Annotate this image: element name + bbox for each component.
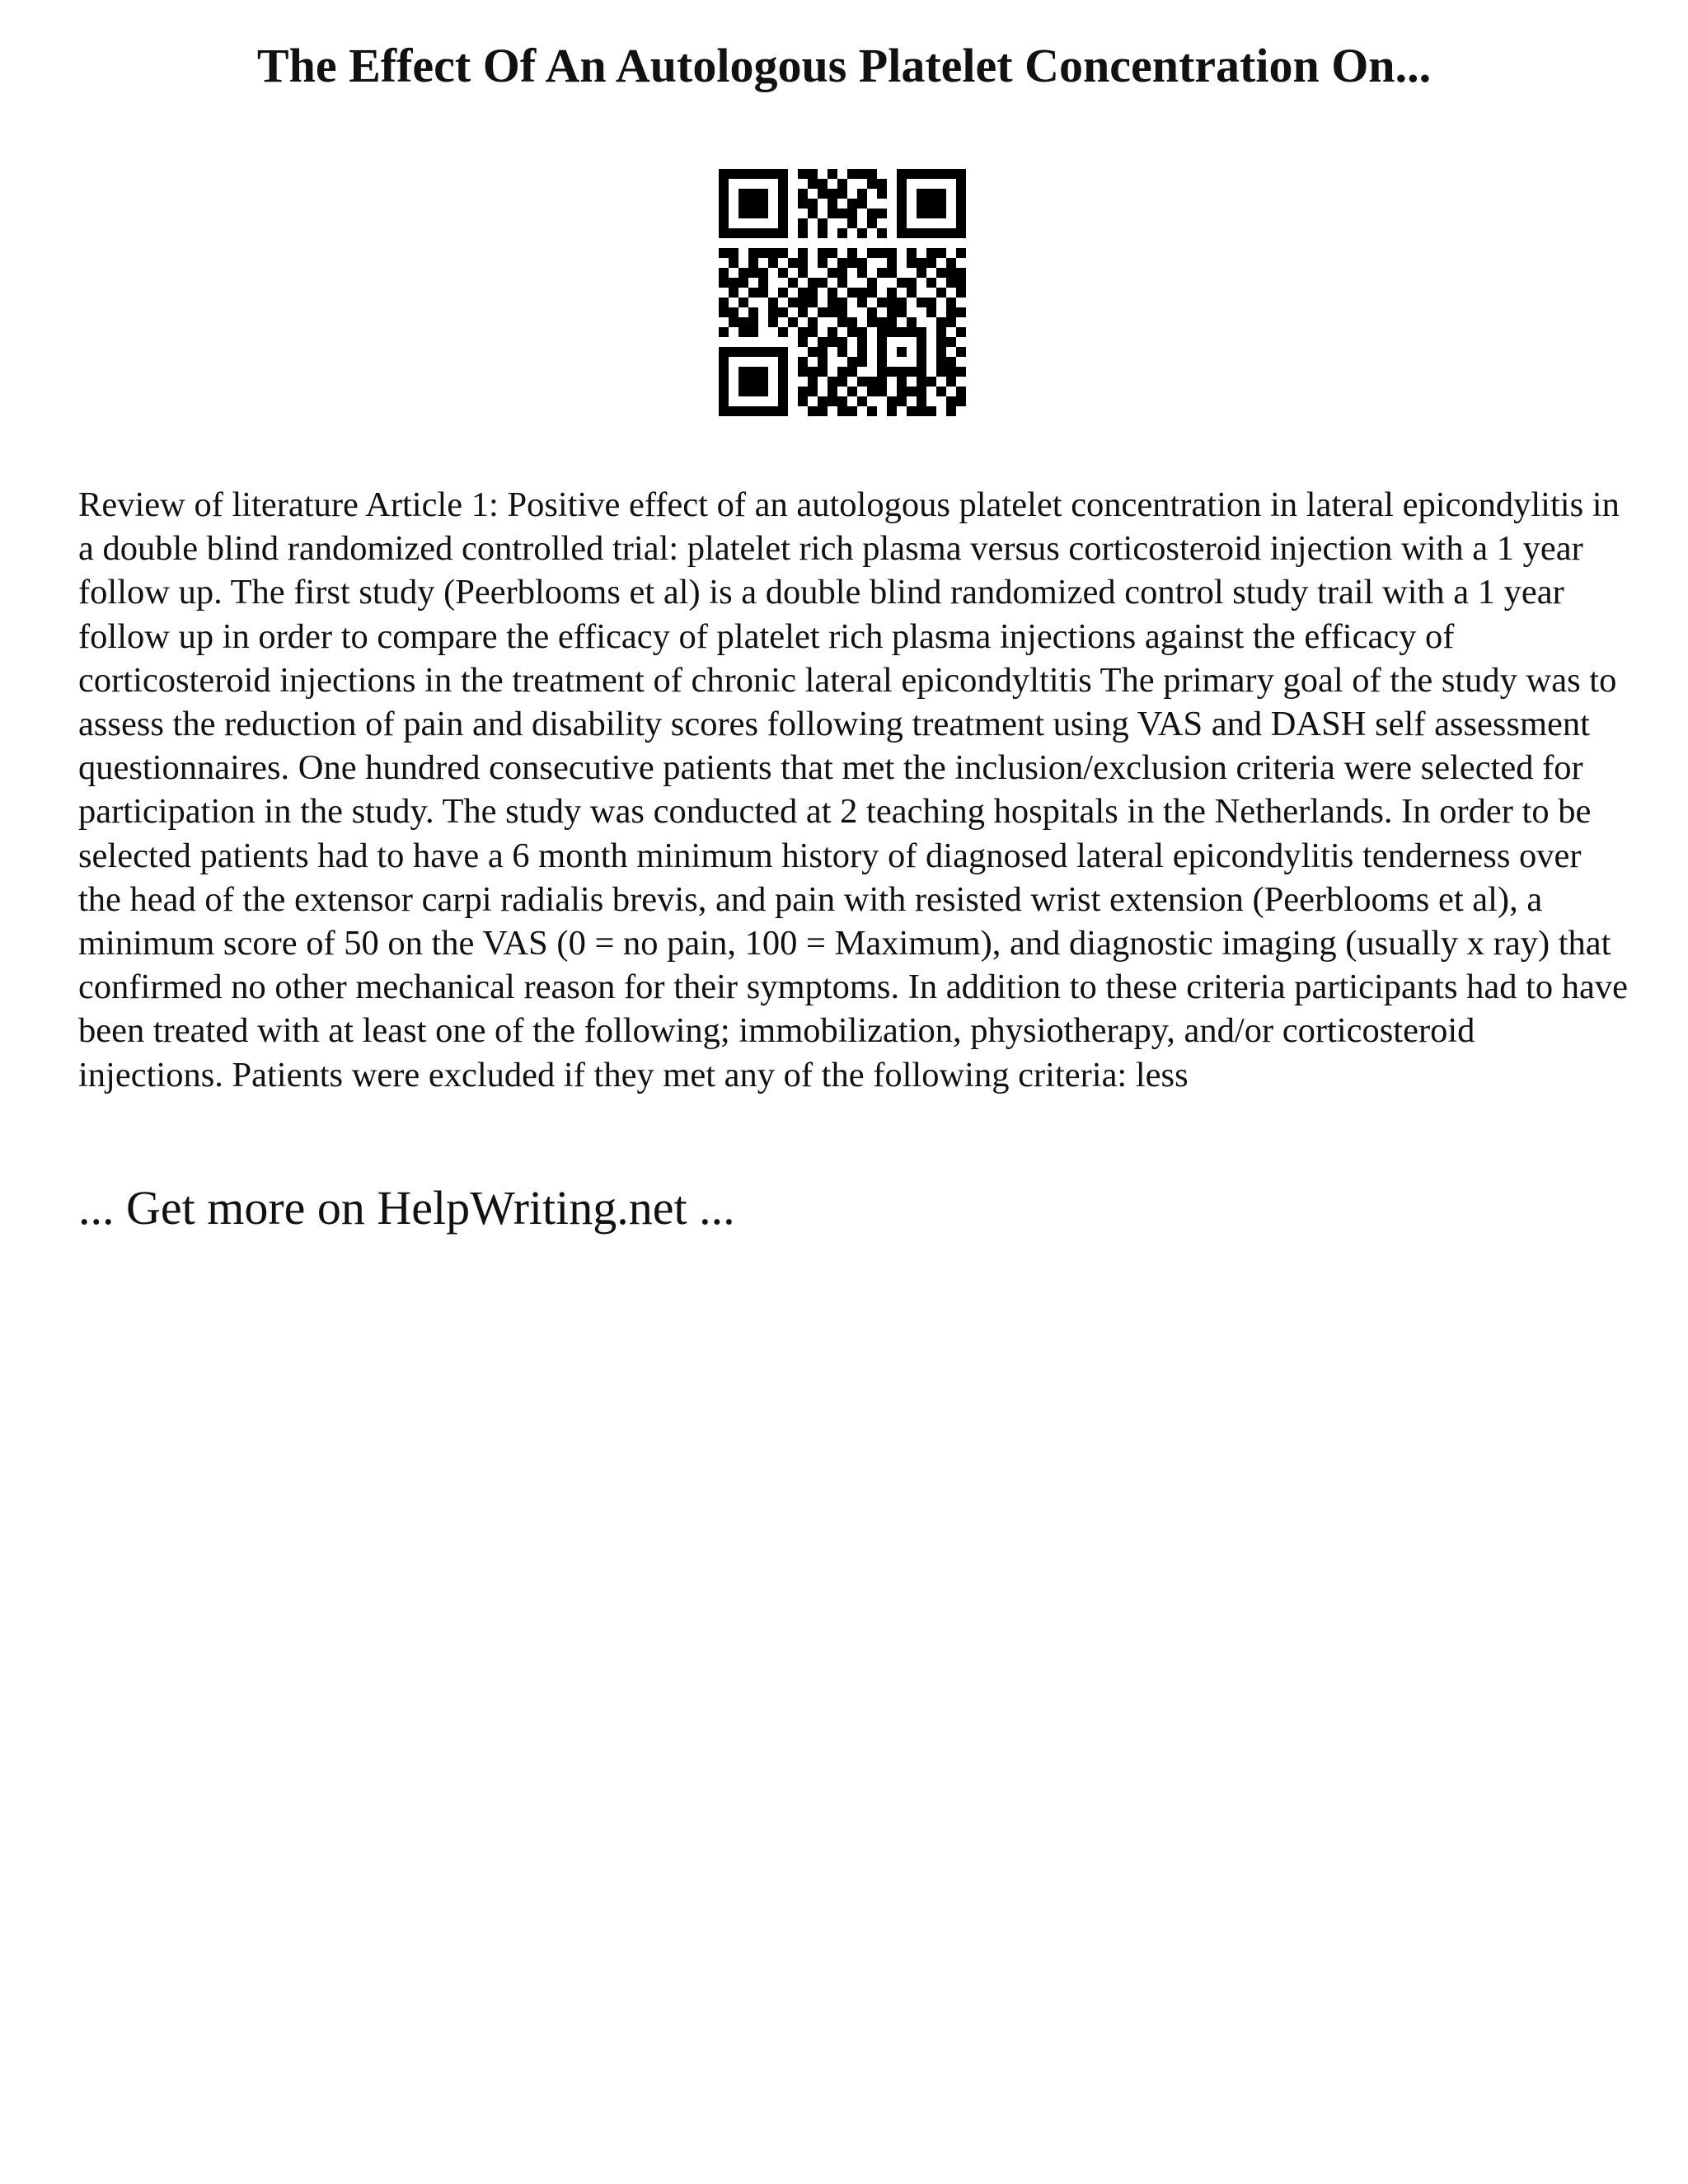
document-title: The Effect Of An Autologous Platelet Concentration On...: [256, 39, 1432, 92]
qr-code-icon: [719, 169, 966, 416]
article-body-text: Review of literature Article 1: Positive effect of an autologous platelet concentration in lateral epicondylitis in a double blind randomized controlled trial: platelet rich plasma versus corticosteroid injection with a 1 year follow up. The first study (Peerblooms et al) is a double blind randomized control study trail with a 1 year follow up in order to compare the efficacy of platelet rich plasma injections against the efficacy of corticosteroid injections in the treatment of chronic lateral epicondyltitis The primary goal of the study was to assess the reduction of pain and disability scores following treatment using VAS and DASH self assessment questionnaires. One hundred consecutive patients that met the inclusion/exclusion criteria were selected for participation in the study. The study was conducted at 2 teaching hospitals in the Netherlands. In order to be selected patients had to have a 6 month minimum history of diagnosed lateral epicondylitis tenderness over the head of the extensor carpi radialis brevis, and pain with resisted wrist extension (Peerblooms et al), a minimum score of 50 on the VAS (0 = no pain, 100 = Maximum), and diagnostic imaging (usually x ray) that confirmed no other mechanical reason for their symptoms. In addition to these criteria participants had to have been treated with at least one of the following; immobilization, physiotherapy, and/or corticosteroid injections. Patients were excluded if they met any of the following criteria: less: [78, 485, 1629, 1094]
get-more-link[interactable]: ... Get more on HelpWriting.net ...: [78, 1181, 735, 1235]
